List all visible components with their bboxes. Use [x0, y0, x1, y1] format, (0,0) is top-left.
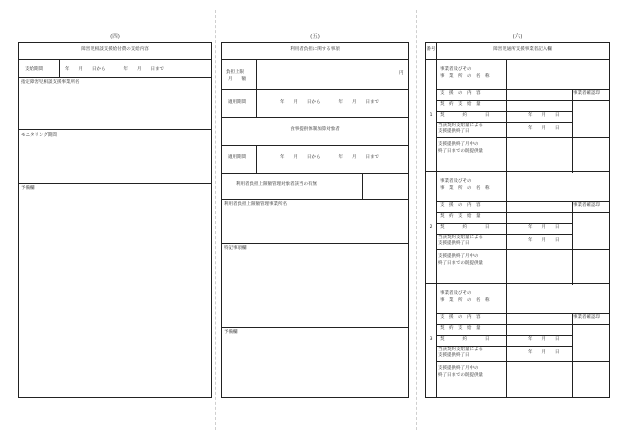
period-label: 支給期間	[25, 67, 43, 72]
end-date-label-b: 支援提供終了日	[438, 353, 470, 358]
confirm-stamp-label: 事業者確認印	[573, 91, 600, 96]
panel-provider-entries	[425, 42, 610, 398]
end-date-label-a: 当該契約支給量による	[438, 235, 483, 240]
remaining-amount-label-a: 支援提供終了月中の	[438, 254, 479, 259]
panel-6-title: 障害児通所支援事業者記入欄	[493, 47, 552, 52]
service-content-label: 支 援 の 内 容	[440, 91, 481, 96]
monitoring-period-label: モニタリング期間	[21, 133, 57, 138]
confirm-stamp-label: 事業者確認印	[573, 203, 600, 208]
end-date-value: 年 月 日	[528, 350, 560, 355]
panel-number-4: (四)	[110, 34, 120, 40]
applicable-period-label-2: 適用期間	[228, 155, 246, 160]
period-value: 年 月 日から 年 月 日まで	[65, 67, 164, 72]
meal-provision-title: 食事提供体制加算対象者	[290, 127, 340, 132]
burden-cap-unit: 円	[399, 71, 404, 76]
contract-amount-label: 契 約 支 給 量	[440, 214, 481, 219]
provider-name-label-a: 事業者及びその	[440, 291, 472, 296]
remaining-amount-label-b: 終了日までの既提供量	[438, 373, 483, 378]
panel-benefit-details	[18, 42, 212, 398]
end-date-label-b: 支援提供終了日	[438, 241, 470, 246]
entry-number: 3	[429, 337, 433, 342]
contract-date-value: 年 月 日	[528, 113, 560, 118]
contract-date-label: 契 約 日	[440, 113, 490, 118]
burden-cap-label-2: 月 額	[228, 77, 246, 82]
contract-amount-label: 契 約 支 給 量	[440, 102, 481, 107]
panel-user-burden	[221, 42, 409, 398]
burden-management-title: 利用者負担上限額管理対象者該当の有無	[236, 182, 317, 187]
service-content-label: 支 援 の 内 容	[440, 315, 481, 320]
remaining-amount-label-a: 支援提供終了月中の	[438, 366, 479, 371]
number-column-header: 番号	[426, 47, 436, 52]
burden-cap-label-1: 負担上限	[226, 70, 244, 75]
contract-amount-label: 契 約 支 給 量	[440, 326, 481, 331]
applicable-period-value-1: 年 月 日から 年 月 日まで	[280, 100, 379, 105]
provider-name-label-b: 事 業 所 の 名 称	[440, 186, 490, 191]
entry-number: 1	[429, 113, 433, 118]
provider-name-label-a: 事業者及びその	[440, 67, 472, 72]
remaining-amount-label-b: 終了日までの既提供量	[438, 261, 483, 266]
burden-management-provider-label: 利用者負担上限額管理事業所名	[224, 202, 287, 207]
provider-name-label: 指定障害児相談支援事業所名	[21, 80, 80, 85]
contract-date-label: 契 約 日	[440, 337, 490, 342]
end-date-label-a: 当該契約支給量による	[438, 123, 483, 128]
special-notes-label: 特記事項欄	[224, 246, 247, 251]
panel-number-6: (六)	[512, 34, 523, 40]
entry-number: 2	[429, 225, 433, 230]
panel-5-title: 利用者負担に関する事項	[290, 47, 340, 52]
fold-line-left	[215, 10, 216, 430]
panel-number-5: (五)	[310, 34, 320, 40]
remaining-amount-label-b: 終了日までの既提供量	[438, 149, 483, 154]
confirm-stamp-label: 事業者確認印	[573, 315, 600, 320]
contract-date-value: 年 月 日	[528, 337, 560, 342]
provider-name-label-a: 事業者及びその	[440, 179, 472, 184]
contract-date-value: 年 月 日	[528, 225, 560, 230]
end-date-label-a: 当該契約支給量による	[438, 347, 483, 352]
fold-line-right	[416, 10, 417, 430]
service-content-label: 支 援 の 内 容	[440, 203, 481, 208]
notes-label: 予備欄	[21, 186, 35, 191]
applicable-period-label-1: 適用期間	[228, 100, 246, 105]
remaining-amount-label-a: 支援提供終了月中の	[438, 142, 479, 147]
end-date-value: 年 月 日	[528, 238, 560, 243]
end-date-label-b: 支援提供終了日	[438, 129, 470, 134]
provider-name-label-b: 事 業 所 の 名 称	[440, 74, 490, 79]
panel-5-notes-label: 予備欄	[224, 330, 238, 335]
applicable-period-value-2: 年 月 日から 年 月 日まで	[280, 155, 379, 160]
end-date-value: 年 月 日	[528, 126, 560, 131]
contract-date-label: 契 約 日	[440, 225, 490, 230]
provider-name-label-b: 事 業 所 の 名 称	[440, 298, 490, 303]
panel-4-title: 障害児相談支援給付費の支給内容	[81, 47, 149, 52]
